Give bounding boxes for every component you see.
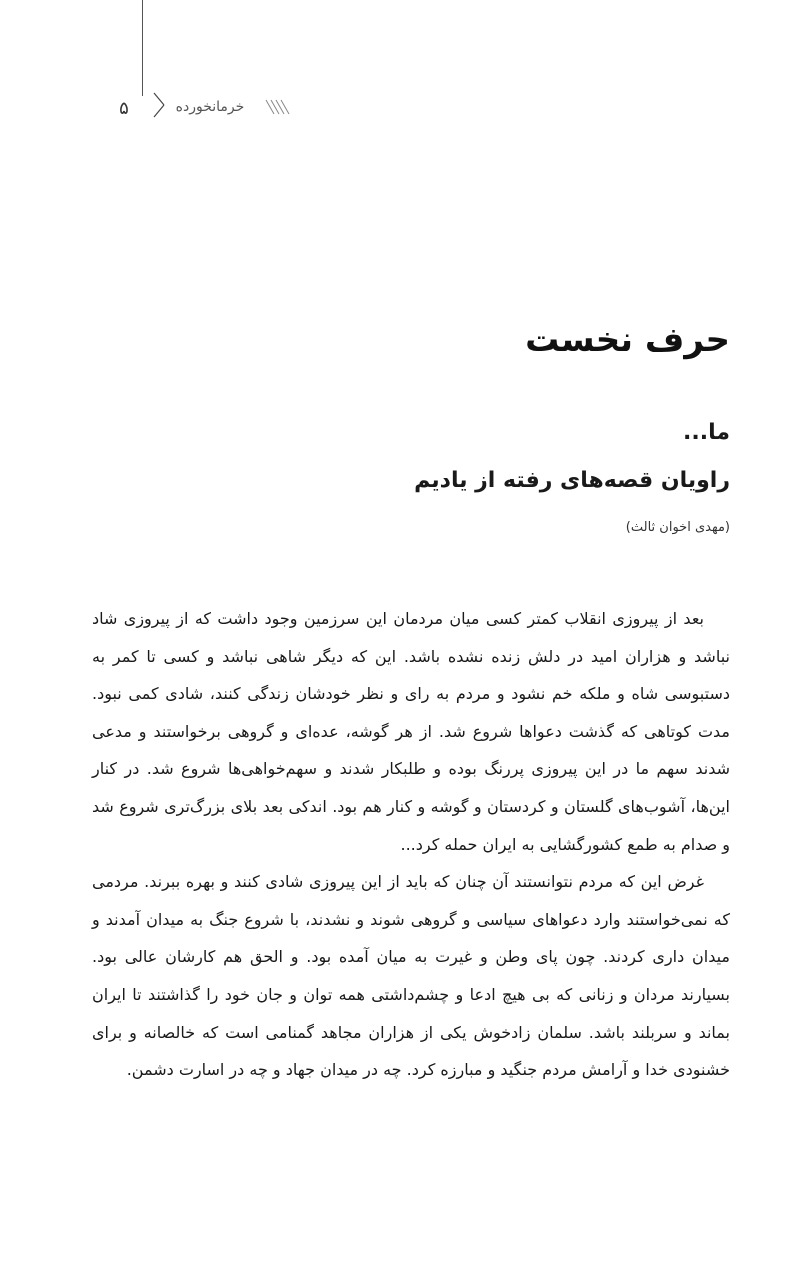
chapter-title: حرف نخست xyxy=(525,320,730,360)
epigraph-line-2: راویان قصه‌های رفته از یادیم xyxy=(414,468,730,493)
paragraph: بعد از پیروزی انقلاب کمتر کسی میان مردمان این سرزمین وجود داشت که از پیروزی شاد نباشد و هزاران امید در دلش زنده نشده باشد. این که دیگر شاهی نباشد و کسی تا کمر به دستبوسی شاه و ملکه خم نشود و مردم به رای و نظر خودشان زندگی کنند، شادی کمی نبود. مدت کوتاهی که گذشت دعواها شروع شد. از هر گوشه، عده‌ای و گروهی برخواستند و مدعی شدند سهم ما در این پیروزی پررنگ بوده و طلبکار شدند و سهم‌خواهی‌ها شروع شد. در کنار این‌ها، آشوب‌های گلستان و کردستان و گوشه و کنار هم بود. اندکی بعد بلای بزرگ‌تری شروع شد و صدام به طمع کشورگشایی به ایران حمله کرد... xyxy=(92,609,730,854)
header-rule xyxy=(142,0,143,96)
epigraph-line-1: ما... xyxy=(683,420,730,445)
page-number: ۵ xyxy=(119,98,129,119)
body-text xyxy=(92,600,730,1089)
epigraph-attribution: (مهدی اخوان ثالث) xyxy=(625,520,730,535)
paragraph: غرض این که مردم نتوانستند آن چنان که باید از این پیروزی شادی کنند و بهره ببرند. مردمی که نمی‌خواستند وارد دعواهای سیاسی و گروهی شوند و نشدند، با شروع جنگ به میدان آمدند و میدان داری کردند. چون پای وطن و غیرت به میان آمده بود. و الحق هم کارشان عالی بود. بسیارند مردان و زنانی که بی هیچ ادعا و چشم‌داشتی همه توان و جان خود را گذاشتند تا ایران بماند و سربلند باشد. سلمان زادخوش یکی از هزاران مجاهد گمنامی است که خالصانه و برای خشنودی خدا و آرامش مردم جنگید و مبارزه کرد. چه در میدان جهاد و چه در اسارت دشمن. xyxy=(92,872,730,1080)
hatch-ornament-icon xyxy=(262,96,292,118)
running-header-title: خرمانخورده xyxy=(175,99,245,115)
